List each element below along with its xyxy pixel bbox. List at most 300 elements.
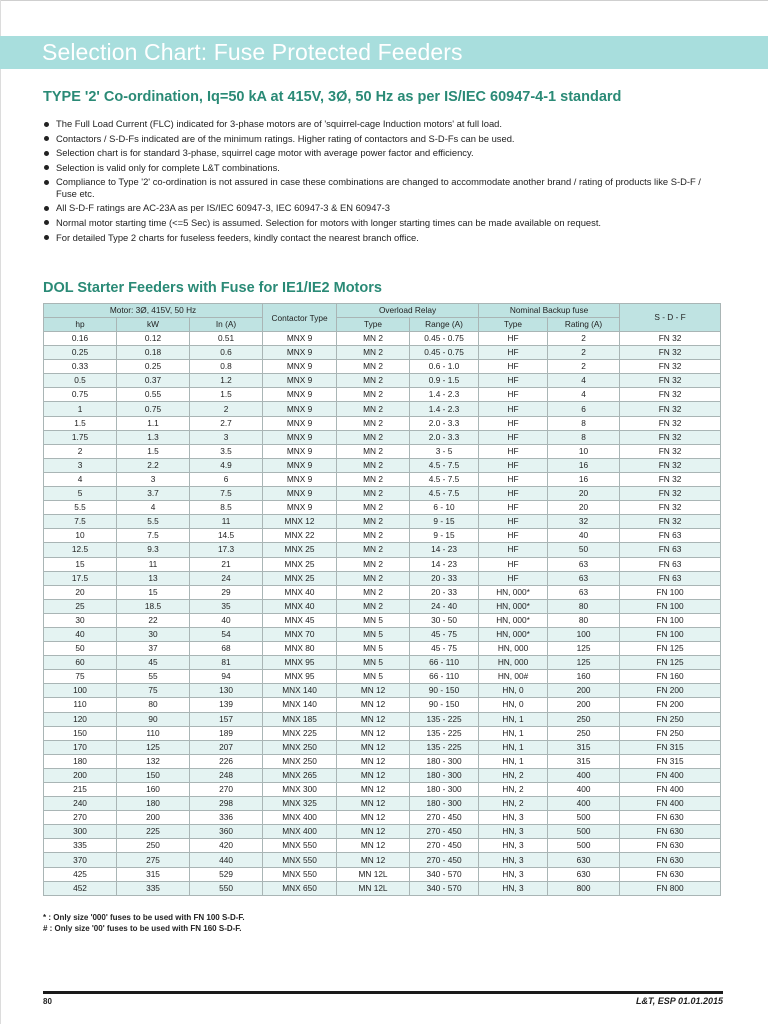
cell-fuse-rating: 250 [548, 726, 620, 740]
cell-sdf: FN 400 [620, 797, 721, 811]
cell-kw: 15 [117, 585, 190, 599]
cell-sdf: FN 32 [620, 458, 721, 472]
cell-ol-type: MN 12 [337, 825, 410, 839]
cell-contactor: MNX 9 [263, 332, 337, 346]
cell-in: 8.5 [190, 501, 263, 515]
table-row [44, 444, 721, 458]
cell-ol-type: MN 2 [337, 388, 410, 402]
table-row [44, 867, 721, 881]
cell-ol-range: 340 - 570 [410, 867, 479, 881]
cell-kw: 150 [117, 768, 190, 782]
cell-in: 157 [190, 712, 263, 726]
cell-in: 440 [190, 853, 263, 867]
cell-in: 81 [190, 656, 263, 670]
cell-hp: 425 [44, 867, 117, 881]
table-row [44, 430, 721, 444]
cell-fuse-type: HF [479, 571, 548, 585]
cell-in: 207 [190, 740, 263, 754]
table-row [44, 557, 721, 571]
cell-sdf: FN 125 [620, 642, 721, 656]
cell-kw: 132 [117, 754, 190, 768]
cell-fuse-rating: 800 [548, 881, 620, 895]
cell-ol-type: MN 5 [337, 642, 410, 656]
cell-ol-range: 135 - 225 [410, 712, 479, 726]
cell-sdf: FN 32 [620, 430, 721, 444]
cell-in: 54 [190, 627, 263, 641]
cell-contactor: MNX 25 [263, 557, 337, 571]
cell-fuse-type: HN, 000 [479, 656, 548, 670]
cell-contactor: MNX 95 [263, 656, 337, 670]
cell-kw: 0.12 [117, 332, 190, 346]
cell-ol-type: MN 12 [337, 698, 410, 712]
cell-fuse-rating: 16 [548, 458, 620, 472]
cell-ol-range: 6 - 10 [410, 501, 479, 515]
cell-kw: 9.3 [117, 543, 190, 557]
cell-in: 0.8 [190, 360, 263, 374]
cell-ol-type: MN 12 [337, 726, 410, 740]
cell-sdf: FN 32 [620, 444, 721, 458]
note-item: Selection chart is for standard 3-phase, squirrel cage motor with average power factor and efficiency. [43, 147, 723, 158]
table-row [44, 881, 721, 895]
note-item: All S-D-F ratings are AC-23A as per IS/IEC 60947-3, IEC 60947-3 & EN 60947-3 [43, 202, 723, 213]
cell-hp: 120 [44, 712, 117, 726]
cell-sdf: FN 32 [620, 346, 721, 360]
table-row [44, 529, 721, 543]
table-row [44, 825, 721, 839]
note-item: Compliance to Type '2' co-ordination is not assured in case these combinations are changed to accommodate another brand / rating of products like S-D-F / Fuse etc. [43, 176, 723, 199]
cell-fuse-rating: 125 [548, 642, 620, 656]
cell-hp: 40 [44, 627, 117, 641]
cell-ol-type: MN 5 [337, 613, 410, 627]
cell-fuse-type: HF [479, 374, 548, 388]
cell-hp: 150 [44, 726, 117, 740]
cell-hp: 0.75 [44, 388, 117, 402]
cell-ol-type: MN 2 [337, 599, 410, 613]
section-title: DOL Starter Feeders with Fuse for IE1/IE2 Motors [43, 280, 382, 296]
cell-ol-range: 1.4 - 2.3 [410, 402, 479, 416]
page-title: Selection Chart: Fuse Protected Feeders [42, 39, 463, 65]
cell-sdf: FN 160 [620, 670, 721, 684]
cell-hp: 7.5 [44, 515, 117, 529]
cell-contactor: MNX 9 [263, 487, 337, 501]
cell-ol-type: MN 12 [337, 768, 410, 782]
cell-kw: 0.55 [117, 388, 190, 402]
cell-hp: 25 [44, 599, 117, 613]
cell-contactor: MNX 45 [263, 613, 337, 627]
footnote: * : Only size '000' fuses to be used with FN 100 S-D-F. [43, 913, 245, 922]
cell-sdf: FN 200 [620, 698, 721, 712]
cell-hp: 17.5 [44, 571, 117, 585]
table-body [44, 332, 721, 896]
cell-sdf: FN 32 [620, 472, 721, 486]
footer-rule [43, 991, 723, 994]
cell-hp: 0.16 [44, 332, 117, 346]
cell-in: 1.5 [190, 388, 263, 402]
cell-ol-type: MN 2 [337, 458, 410, 472]
cell-ol-range: 9 - 15 [410, 529, 479, 543]
cell-ol-range: 4.5 - 7.5 [410, 458, 479, 472]
cell-kw: 55 [117, 670, 190, 684]
cell-hp: 100 [44, 684, 117, 698]
cell-contactor: MNX 265 [263, 768, 337, 782]
cell-hp: 50 [44, 642, 117, 656]
cell-fuse-rating: 125 [548, 656, 620, 670]
cell-fuse-rating: 50 [548, 543, 620, 557]
cell-ol-range: 9 - 15 [410, 515, 479, 529]
footer-edition: L&T, ESP 01.01.2015 [635, 996, 723, 1006]
cell-sdf: FN 32 [620, 360, 721, 374]
cell-ol-type: MN 2 [337, 487, 410, 501]
cell-sdf: FN 32 [620, 487, 721, 501]
cell-ol-type: MN 2 [337, 360, 410, 374]
cell-fuse-rating: 2 [548, 360, 620, 374]
header-contactor-type: Contactor Type [263, 304, 337, 332]
cell-kw: 45 [117, 656, 190, 670]
cell-hp: 4 [44, 472, 117, 486]
cell-in: 29 [190, 585, 263, 599]
cell-fuse-rating: 10 [548, 444, 620, 458]
cell-fuse-type: HN, 000* [479, 627, 548, 641]
table-row [44, 360, 721, 374]
table-row [44, 698, 721, 712]
cell-ol-type: MN 2 [337, 529, 410, 543]
cell-ol-range: 270 - 450 [410, 839, 479, 853]
cell-fuse-type: HF [479, 543, 548, 557]
cell-hp: 60 [44, 656, 117, 670]
cell-fuse-type: HN, 1 [479, 726, 548, 740]
header-fuse-rating: Rating (A) [548, 318, 620, 332]
header-motor: Motor: 3Ø, 415V, 50 Hz [44, 304, 263, 318]
cell-contactor: MNX 400 [263, 811, 337, 825]
cell-sdf: FN 630 [620, 811, 721, 825]
cell-fuse-rating: 315 [548, 754, 620, 768]
cell-hp: 215 [44, 783, 117, 797]
cell-hp: 75 [44, 670, 117, 684]
cell-kw: 0.75 [117, 402, 190, 416]
cell-ol-range: 14 - 23 [410, 543, 479, 557]
table-row [44, 346, 721, 360]
cell-kw: 80 [117, 698, 190, 712]
cell-contactor: MNX 25 [263, 571, 337, 585]
cell-sdf: FN 100 [620, 599, 721, 613]
cell-hp: 0.25 [44, 346, 117, 360]
cell-ol-range: 0.45 - 0.75 [410, 332, 479, 346]
cell-hp: 0.33 [44, 360, 117, 374]
header-fuse-type: Type [479, 318, 548, 332]
cell-fuse-type: HN, 3 [479, 867, 548, 881]
cell-contactor: MNX 9 [263, 374, 337, 388]
cell-fuse-type: HF [479, 444, 548, 458]
cell-fuse-rating: 630 [548, 853, 620, 867]
cell-ol-type: MN 12 [337, 811, 410, 825]
table-row [44, 571, 721, 585]
cell-kw: 3 [117, 472, 190, 486]
table-row [44, 515, 721, 529]
cell-ol-range: 270 - 450 [410, 853, 479, 867]
cell-fuse-rating: 400 [548, 797, 620, 811]
table-row [44, 853, 721, 867]
cell-in: 270 [190, 783, 263, 797]
cell-kw: 0.18 [117, 346, 190, 360]
cell-sdf: FN 32 [620, 374, 721, 388]
header-ol-range: Range (A) [410, 318, 479, 332]
cell-fuse-type: HN, 1 [479, 712, 548, 726]
cell-ol-range: 24 - 40 [410, 599, 479, 613]
cell-contactor: MNX 185 [263, 712, 337, 726]
cell-contactor: MNX 9 [263, 346, 337, 360]
cell-sdf: FN 200 [620, 684, 721, 698]
table-row [44, 585, 721, 599]
cell-hp: 300 [44, 825, 117, 839]
cell-fuse-type: HF [479, 360, 548, 374]
cell-kw: 18.5 [117, 599, 190, 613]
table-row [44, 332, 721, 346]
cell-kw: 4 [117, 501, 190, 515]
cell-hp: 5.5 [44, 501, 117, 515]
cell-ol-range: 30 - 50 [410, 613, 479, 627]
cell-fuse-rating: 80 [548, 613, 620, 627]
cell-in: 336 [190, 811, 263, 825]
cell-ol-type: MN 2 [337, 571, 410, 585]
cell-sdf: FN 32 [620, 416, 721, 430]
cell-hp: 240 [44, 797, 117, 811]
cell-in: 24 [190, 571, 263, 585]
cell-kw: 180 [117, 797, 190, 811]
cell-fuse-rating: 400 [548, 783, 620, 797]
table-row [44, 754, 721, 768]
cell-in: 11 [190, 515, 263, 529]
cell-ol-type: MN 5 [337, 627, 410, 641]
cell-ol-range: 90 - 150 [410, 684, 479, 698]
cell-hp: 30 [44, 613, 117, 627]
cell-ol-range: 0.9 - 1.5 [410, 374, 479, 388]
cell-ol-type: MN 12 [337, 853, 410, 867]
cell-kw: 110 [117, 726, 190, 740]
table-row [44, 768, 721, 782]
cell-fuse-rating: 250 [548, 712, 620, 726]
cell-kw: 90 [117, 712, 190, 726]
table-row [44, 656, 721, 670]
cell-sdf: FN 100 [620, 627, 721, 641]
note-item: The Full Load Current (FLC) indicated for 3-phase motors are of 'squirrel-cage Induction motors' at full load. [43, 118, 723, 129]
table-row [44, 726, 721, 740]
cell-kw: 37 [117, 642, 190, 656]
cell-ol-range: 45 - 75 [410, 627, 479, 641]
cell-fuse-rating: 160 [548, 670, 620, 684]
cell-ol-range: 20 - 33 [410, 585, 479, 599]
cell-in: 529 [190, 867, 263, 881]
cell-fuse-type: HN, 0 [479, 698, 548, 712]
cell-fuse-type: HN, 000 [479, 642, 548, 656]
cell-contactor: MNX 400 [263, 825, 337, 839]
cell-sdf: FN 800 [620, 881, 721, 895]
cell-contactor: MNX 550 [263, 839, 337, 853]
cell-in: 1.2 [190, 374, 263, 388]
coordination-subtitle: TYPE '2' Co-ordination, Iq=50 kA at 415V, 3Ø, 50 Hz as per IS/IEC 60947-4-1 standard [43, 89, 622, 105]
cell-in: 360 [190, 825, 263, 839]
cell-fuse-type: HF [479, 388, 548, 402]
cell-hp: 200 [44, 768, 117, 782]
cell-fuse-type: HF [479, 402, 548, 416]
cell-in: 0.51 [190, 332, 263, 346]
cell-ol-type: MN 2 [337, 374, 410, 388]
cell-fuse-rating: 63 [548, 571, 620, 585]
cell-in: 2.7 [190, 416, 263, 430]
cell-kw: 1.1 [117, 416, 190, 430]
cell-ol-range: 0.45 - 0.75 [410, 346, 479, 360]
cell-sdf: FN 100 [620, 585, 721, 599]
cell-ol-range: 66 - 110 [410, 670, 479, 684]
cell-in: 40 [190, 613, 263, 627]
table-row [44, 627, 721, 641]
cell-ol-type: MN 2 [337, 585, 410, 599]
cell-contactor: MNX 650 [263, 881, 337, 895]
cell-in: 189 [190, 726, 263, 740]
cell-fuse-rating: 16 [548, 472, 620, 486]
cell-fuse-type: HN, 1 [479, 740, 548, 754]
selection-table [43, 303, 721, 896]
cell-ol-type: MN 2 [337, 346, 410, 360]
cell-fuse-rating: 80 [548, 599, 620, 613]
cell-fuse-rating: 63 [548, 557, 620, 571]
cell-in: 0.6 [190, 346, 263, 360]
cell-fuse-rating: 630 [548, 867, 620, 881]
cell-contactor: MNX 40 [263, 599, 337, 613]
cell-in: 2 [190, 402, 263, 416]
cell-hp: 3 [44, 458, 117, 472]
cell-ol-type: MN 2 [337, 430, 410, 444]
table-row [44, 402, 721, 416]
cell-fuse-type: HF [479, 416, 548, 430]
cell-ol-type: MN 12 [337, 740, 410, 754]
table-row [44, 783, 721, 797]
cell-hp: 180 [44, 754, 117, 768]
table-row [44, 599, 721, 613]
cell-ol-type: MN 12 [337, 754, 410, 768]
cell-fuse-type: HF [479, 501, 548, 515]
cell-ol-range: 2.0 - 3.3 [410, 416, 479, 430]
cell-kw: 22 [117, 613, 190, 627]
header-overload-relay: Overload Relay [337, 304, 479, 318]
cell-ol-range: 66 - 110 [410, 656, 479, 670]
cell-ol-type: MN 5 [337, 670, 410, 684]
cell-fuse-type: HF [479, 557, 548, 571]
cell-hp: 270 [44, 811, 117, 825]
cell-contactor: MNX 40 [263, 585, 337, 599]
cell-sdf: FN 63 [620, 543, 721, 557]
cell-in: 21 [190, 557, 263, 571]
table-row [44, 684, 721, 698]
cell-ol-range: 270 - 450 [410, 825, 479, 839]
cell-in: 3 [190, 430, 263, 444]
cell-fuse-rating: 63 [548, 585, 620, 599]
cell-contactor: MNX 80 [263, 642, 337, 656]
cell-hp: 1 [44, 402, 117, 416]
cell-sdf: FN 125 [620, 656, 721, 670]
cell-sdf: FN 63 [620, 571, 721, 585]
cell-fuse-rating: 4 [548, 374, 620, 388]
cell-sdf: FN 32 [620, 501, 721, 515]
cell-ol-range: 3 - 5 [410, 444, 479, 458]
cell-fuse-rating: 40 [548, 529, 620, 543]
cell-ol-type: MN 2 [337, 444, 410, 458]
table-row [44, 712, 721, 726]
footnotes [43, 912, 245, 934]
cell-ol-type: MN 2 [337, 515, 410, 529]
cell-ol-range: 4.5 - 7.5 [410, 472, 479, 486]
header-hp: hp [44, 318, 117, 332]
cell-sdf: FN 400 [620, 783, 721, 797]
cell-ol-type: MN 12 [337, 712, 410, 726]
cell-hp: 2 [44, 444, 117, 458]
cell-kw: 11 [117, 557, 190, 571]
cell-fuse-rating: 2 [548, 332, 620, 346]
cell-ol-type: MN 12 [337, 839, 410, 853]
cell-fuse-rating: 100 [548, 627, 620, 641]
cell-ol-range: 20 - 33 [410, 571, 479, 585]
cell-ol-type: MN 2 [337, 416, 410, 430]
cell-ol-type: MN 12 [337, 783, 410, 797]
cell-fuse-type: HN, 000* [479, 585, 548, 599]
table-row [44, 458, 721, 472]
cell-fuse-rating: 400 [548, 768, 620, 782]
cell-kw: 200 [117, 811, 190, 825]
cell-kw: 335 [117, 881, 190, 895]
cell-ol-type: MN 5 [337, 656, 410, 670]
note-item: Selection is valid only for complete L&T combinations. [43, 162, 723, 173]
cell-fuse-rating: 8 [548, 430, 620, 444]
cell-contactor: MNX 250 [263, 754, 337, 768]
cell-contactor: MNX 9 [263, 444, 337, 458]
cell-fuse-type: HN, 3 [479, 881, 548, 895]
cell-in: 35 [190, 599, 263, 613]
cell-in: 298 [190, 797, 263, 811]
cell-fuse-rating: 20 [548, 487, 620, 501]
cell-ol-type: MN 12L [337, 867, 410, 881]
note-item: Contactors / S-D-Fs indicated are of the minimum ratings. Higher rating of contactors and S-D-Fs can be used. [43, 133, 723, 144]
cell-in: 3.5 [190, 444, 263, 458]
cell-contactor: MNX 9 [263, 430, 337, 444]
cell-ol-type: MN 2 [337, 472, 410, 486]
cell-sdf: FN 32 [620, 332, 721, 346]
note-item: For detailed Type 2 charts for fuseless feeders, kindly contact the nearest branch office. [43, 232, 723, 243]
cell-kw: 5.5 [117, 515, 190, 529]
cell-in: 4.9 [190, 458, 263, 472]
cell-hp: 10 [44, 529, 117, 543]
cell-ol-type: MN 2 [337, 557, 410, 571]
cell-sdf: FN 250 [620, 726, 721, 740]
note-item: Normal motor starting time (<=5 Sec) is assumed. Selection for motors with longer starting times can be made available on request. [43, 217, 723, 228]
cell-contactor: MNX 225 [263, 726, 337, 740]
cell-contactor: MNX 9 [263, 416, 337, 430]
cell-kw: 0.25 [117, 360, 190, 374]
table-row [44, 613, 721, 627]
cell-fuse-type: HN, 00# [479, 670, 548, 684]
cell-kw: 1.3 [117, 430, 190, 444]
cell-sdf: FN 32 [620, 402, 721, 416]
page-number: 80 [43, 997, 52, 1006]
cell-fuse-rating: 2 [548, 346, 620, 360]
cell-sdf: FN 630 [620, 853, 721, 867]
cell-fuse-type: HN, 3 [479, 825, 548, 839]
cell-ol-type: MN 2 [337, 543, 410, 557]
cell-ol-range: 2.0 - 3.3 [410, 430, 479, 444]
cell-fuse-type: HF [479, 472, 548, 486]
cell-fuse-type: HN, 3 [479, 839, 548, 853]
cell-hp: 452 [44, 881, 117, 895]
cell-hp: 15 [44, 557, 117, 571]
cell-fuse-type: HN, 3 [479, 853, 548, 867]
